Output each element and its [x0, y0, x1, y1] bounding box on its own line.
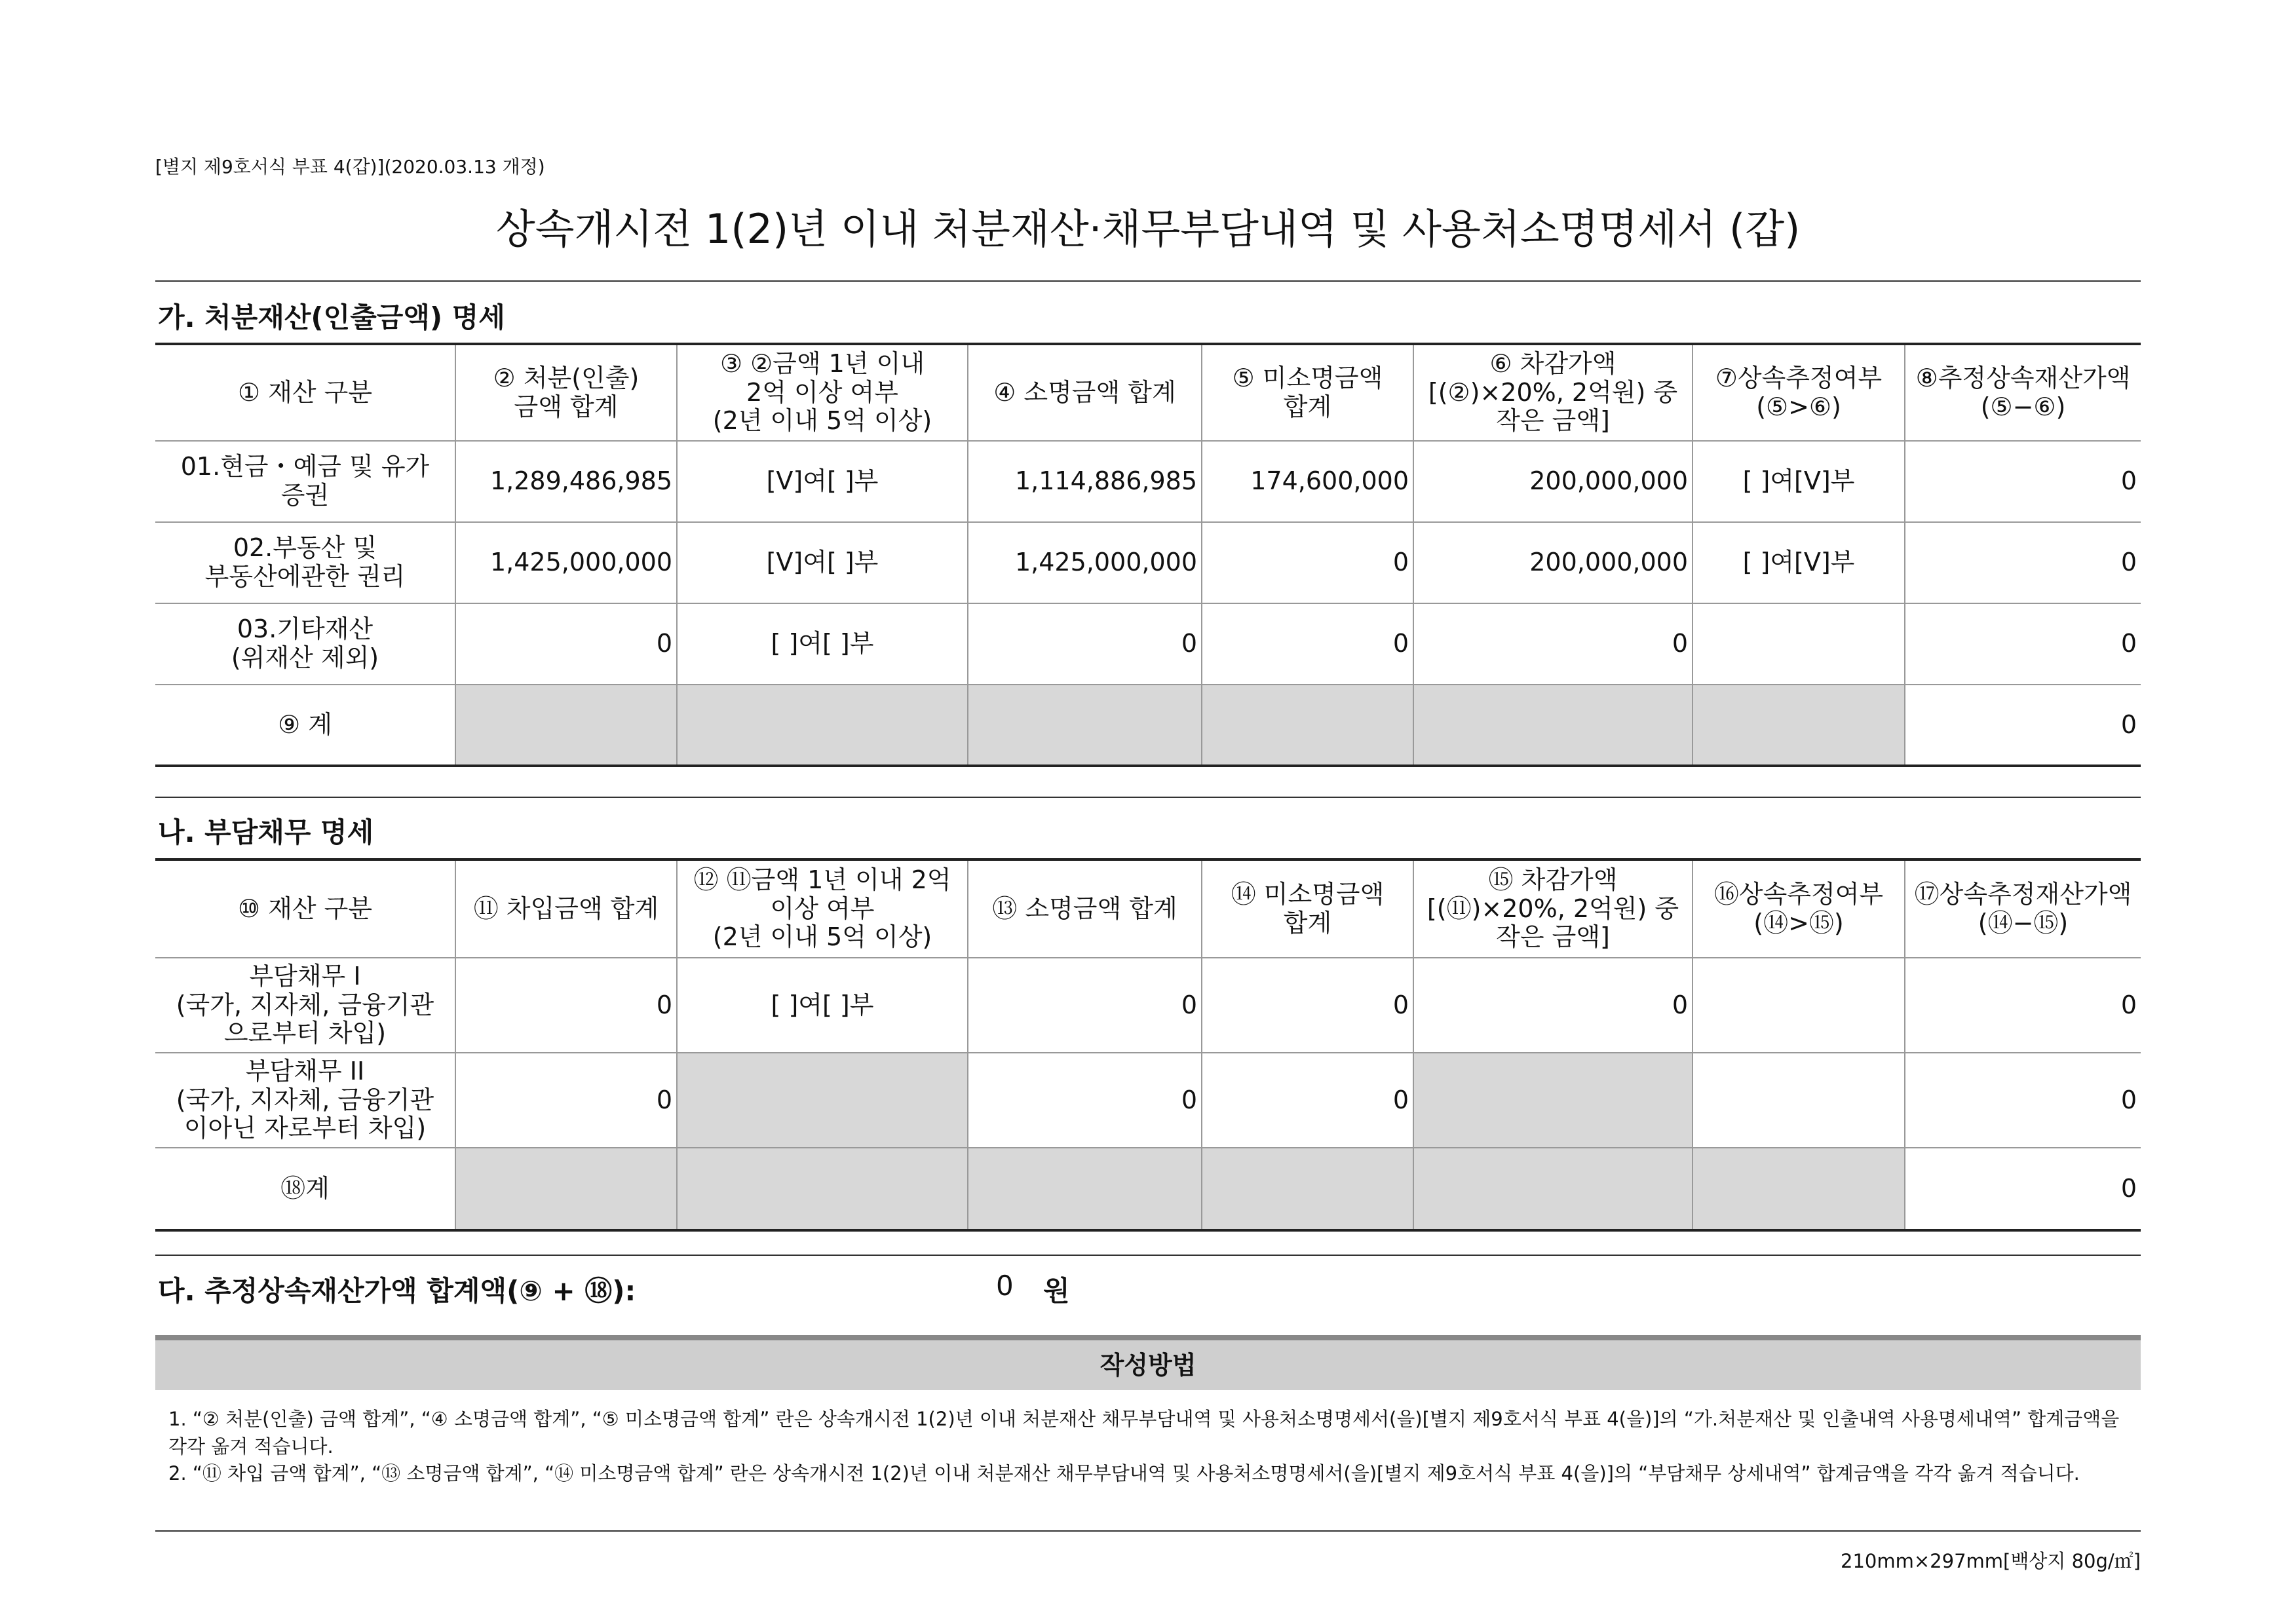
- shaded-cell: [1693, 1148, 1905, 1230]
- shaded-cell: [1413, 1148, 1693, 1230]
- total-value-cell[interactable]: 0: [1905, 1148, 2141, 1230]
- presumed-value-cell[interactable]: 0: [1905, 441, 2141, 522]
- total-value-cell[interactable]: 0: [1905, 685, 2141, 766]
- table-row: [155, 1053, 2141, 1148]
- borrowed-total-cell[interactable]: 0: [455, 958, 677, 1053]
- section-b-title: 나. 부담채무 명세: [158, 816, 374, 848]
- threshold-checkbox-cell[interactable]: [ ]여[ ]부: [677, 603, 968, 685]
- row-label: 02.부동산 및 부동산에관한 권리: [155, 522, 455, 603]
- deduction-cell[interactable]: 200,000,000: [1413, 441, 1693, 522]
- deduction-cell[interactable]: 200,000,000: [1413, 522, 1693, 603]
- table-row: [155, 958, 2141, 1053]
- shaded-cell: [677, 685, 968, 766]
- explained-amount-cell[interactable]: 0: [968, 1053, 1202, 1148]
- header-cell: ④ 소명금액 합계: [968, 344, 1202, 441]
- unexplained-amount-cell[interactable]: 174,600,000: [1202, 441, 1413, 522]
- shaded-cell: [968, 1148, 1202, 1230]
- header-cell: ⑰상속추정재산가액 (⑭−⑮): [1905, 859, 2141, 958]
- total-row: [155, 685, 2141, 766]
- total-row: [155, 1148, 2141, 1230]
- deduction-cell[interactable]: 0: [1413, 958, 1693, 1053]
- shaded-cell: [1202, 1148, 1413, 1230]
- table-row: [155, 522, 2141, 603]
- divider: [155, 797, 2141, 798]
- presumed-value-cell[interactable]: 0: [1905, 522, 2141, 603]
- shaded-cell: [1413, 685, 1693, 766]
- explained-amount-cell[interactable]: 0: [968, 603, 1202, 685]
- form-id: [별지 제9호서식 부표 4(갑)](2020.03.13 개정): [155, 156, 545, 178]
- shaded-cell: [1413, 1053, 1693, 1148]
- paper-spec: 210mm×297mm[백상지 80g/㎡]: [1841, 1550, 2141, 1572]
- header-cell: ⑦상속추정여부 (⑤>⑥): [1693, 344, 1905, 441]
- section-a-title: 가. 처분재산(인출금액) 명세: [158, 301, 505, 333]
- presumed-value-cell[interactable]: 0: [1905, 603, 2141, 685]
- currency-unit: 원: [1043, 1275, 1070, 1307]
- disposed-assets-table: [155, 343, 2141, 767]
- header-cell: ⑥ 차감가액 [(②)×20%, 2억원) 중 작은 금액]: [1413, 344, 1693, 441]
- table-row: [155, 441, 2141, 522]
- deduction-cell[interactable]: 0: [1413, 603, 1693, 685]
- presumption-checkbox-cell[interactable]: [ ]여[V]부: [1693, 522, 1905, 603]
- table-header-row: [155, 859, 2141, 958]
- header-cell: ⑯상속추정여부 (⑭>⑮): [1693, 859, 1905, 958]
- header-cell: ① 재산 구분: [155, 344, 455, 441]
- divider: [155, 280, 2141, 282]
- row-label: 01.현금・예금 및 유가 증권: [155, 441, 455, 522]
- header-cell: ⑪ 차입금액 합계: [455, 859, 677, 958]
- shaded-cell: [677, 1053, 968, 1148]
- threshold-checkbox-cell[interactable]: [ ]여[ ]부: [677, 958, 968, 1053]
- total-label: ⑨ 계: [155, 685, 455, 766]
- page-title: 상속개시전 1(2)년 이내 처분재산·채무부담내역 및 사용처소명명세서 (갑): [495, 205, 1801, 253]
- disposal-total-cell[interactable]: 1,425,000,000: [455, 522, 677, 603]
- borrowed-total-cell[interactable]: 0: [455, 1053, 677, 1148]
- header-cell: ⑫ ⑪금액 1년 이내 2억 이상 여부 (2년 이내 5억 이상): [677, 859, 968, 958]
- divider: [155, 1255, 2141, 1256]
- header-cell: ⑬ 소명금액 합계: [968, 859, 1202, 958]
- instruction-item: 2. “⑪ 차입 금액 합계”, “⑬ 소명금액 합계”, “⑭ 미소명금액 합계” 란은 상속개시전 1(2)년 이내 처분재산 채무부담내역 및 사용처소명명세서(을)[별지 제9호서식 부표 4(을)]의 “부담채무 상세내역” 합계금액을 각각 옮겨 적습니다.: [168, 1462, 2080, 1484]
- presumed-value-cell[interactable]: 0: [1905, 1053, 2141, 1148]
- header-cell: ⑮ 차감가액 [(⑪)×20%, 2억원) 중 작은 금액]: [1413, 859, 1693, 958]
- instructions-header: 작성방법: [155, 1335, 2141, 1390]
- shaded-cell: [455, 1148, 677, 1230]
- table-header-row: [155, 344, 2141, 441]
- explained-amount-cell[interactable]: 1,425,000,000: [968, 522, 1202, 603]
- section-c-title: 다. 추정상속재산가액 합계액(⑨ + ⑱):: [158, 1275, 636, 1307]
- explained-amount-cell[interactable]: 0: [968, 958, 1202, 1053]
- threshold-checkbox-cell[interactable]: [V]여[ ]부: [677, 441, 968, 522]
- row-label: 부담채무 II (국가, 지자체, 금융기관 이아닌 자로부터 차입): [155, 1053, 455, 1148]
- presumption-checkbox-cell[interactable]: [ ]여[V]부: [1693, 441, 1905, 522]
- shaded-cell: [1202, 685, 1413, 766]
- presumed-value-cell[interactable]: 0: [1905, 958, 2141, 1053]
- instruction-item: 1. “② 처분(인출) 금액 합계”, “④ 소명금액 합계”, “⑤ 미소명금액 합계” 란은 상속개시전 1(2)년 이내 처분재산 채무부담내역 및 사용처소명명세서(을)[별지 제9호서식 부표 4(을)]의 “가.처분재산 및 인출내역 사용명세내역” 합계금액을 각각 옮겨 적습니다.: [168, 1408, 2120, 1458]
- header-cell: ⑭ 미소명금액 합계: [1202, 859, 1413, 958]
- debt-table: [155, 858, 2141, 1232]
- unexplained-amount-cell[interactable]: 0: [1202, 603, 1413, 685]
- shaded-cell: [1693, 685, 1905, 766]
- shaded-cell: [677, 1148, 968, 1230]
- row-label: 03.기타재산 (위재산 제외): [155, 603, 455, 685]
- total-label: ⑱계: [155, 1148, 455, 1230]
- header-cell: ⑧추정상속재산가액 (⑤−⑥): [1905, 344, 2141, 441]
- header-cell: ⑩ 재산 구분: [155, 859, 455, 958]
- shaded-cell: [455, 685, 677, 766]
- presumption-checkbox-cell[interactable]: [1693, 603, 1905, 685]
- presumption-checkbox-cell[interactable]: [1693, 1053, 1905, 1148]
- disposal-total-cell[interactable]: 1,289,486,985: [455, 441, 677, 522]
- unexplained-amount-cell[interactable]: 0: [1202, 522, 1413, 603]
- table-row: [155, 603, 2141, 685]
- threshold-checkbox-cell[interactable]: [V]여[ ]부: [677, 522, 968, 603]
- presumption-checkbox-cell[interactable]: [1693, 958, 1905, 1053]
- header-cell: ⑤ 미소명금액 합계: [1202, 344, 1413, 441]
- header-cell: ③ ②금액 1년 이내 2억 이상 여부 (2년 이내 5억 이상): [677, 344, 968, 441]
- shaded-cell: [968, 685, 1202, 766]
- disposal-total-cell[interactable]: 0: [455, 603, 677, 685]
- divider: [155, 1530, 2141, 1532]
- unexplained-amount-cell[interactable]: 0: [1202, 1053, 1413, 1148]
- unexplained-amount-cell[interactable]: 0: [1202, 958, 1413, 1053]
- explained-amount-cell[interactable]: 1,114,886,985: [968, 441, 1202, 522]
- row-label: 부담채무 I (국가, 지자체, 금융기관 으로부터 차입): [155, 958, 455, 1053]
- header-cell: ② 처분(인출) 금액 합계: [455, 344, 677, 441]
- grand-total-value[interactable]: 0: [996, 1270, 1014, 1302]
